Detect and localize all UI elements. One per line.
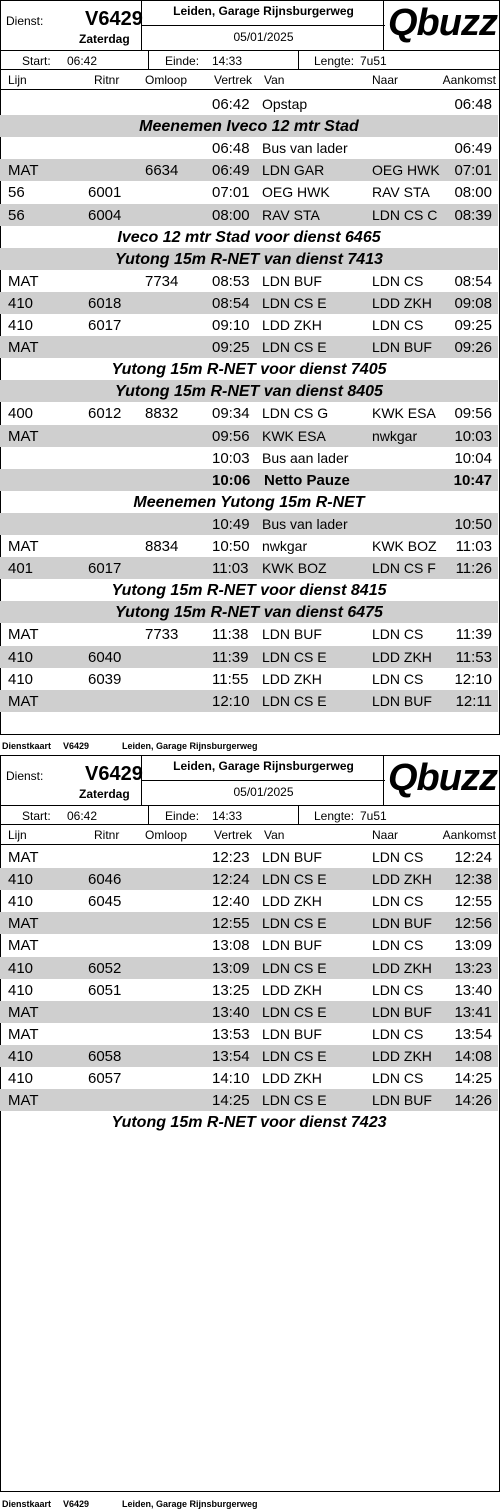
from-cell: LDN CS E <box>262 915 327 932</box>
departure-cell: 14:10 <box>212 1070 250 1087</box>
line-cell: MAT <box>8 692 39 710</box>
from-cell: LDN CS E <box>262 959 327 976</box>
departure-cell: 09:10 <box>212 317 250 334</box>
trip-row <box>0 1045 498 1067</box>
col-lijn: Lijn <box>8 73 27 87</box>
from-cell: RAV STA <box>262 206 320 223</box>
arrival-cell: 13:41 <box>454 1003 492 1021</box>
arrival-cell: 12:55 <box>454 893 492 911</box>
line-cell: 56 <box>8 184 25 202</box>
trip-number-cell: 6017 <box>88 317 122 334</box>
departure-cell: 10:03 <box>212 449 250 467</box>
from-cell: LDN BUF <box>262 849 322 865</box>
column-header <box>0 825 500 845</box>
arrival-cell: 12:24 <box>454 849 492 866</box>
departure-cell: 11:38 <box>212 626 249 644</box>
departure-cell: 10:49 <box>212 515 250 533</box>
block-cell: 7734 <box>145 272 179 290</box>
trip-number-cell: 6046 <box>88 871 122 889</box>
arrival-cell: 11:26 <box>455 560 492 578</box>
trip-row <box>0 912 498 934</box>
departure-cell: 12:23 <box>212 849 250 866</box>
qbuzz-logo: Qbuzz <box>388 2 497 44</box>
col-aankomst: Aankomst <box>442 828 496 842</box>
line-cell: MAT <box>8 915 39 933</box>
footer-location: Leiden, Garage Rijnsburgerweg <box>122 1499 258 1509</box>
arrival-cell: 13:09 <box>454 937 492 955</box>
to-cell: KWK BOZ <box>372 538 437 554</box>
line-cell: 400 <box>8 405 34 423</box>
departure-cell: 07:01 <box>212 184 250 202</box>
arrival-cell: 11:03 <box>455 538 492 555</box>
trip-row <box>0 402 498 424</box>
section-heading: Meenemen Iveco 12 mtr Stad <box>0 115 498 137</box>
card-header <box>0 0 500 50</box>
departure-cell: 13:53 <box>212 1025 250 1043</box>
trip-number-cell: 6018 <box>88 294 122 312</box>
card-header <box>0 755 500 805</box>
dienst-number: V6429 <box>85 8 143 30</box>
to-cell: LDD ZKH <box>372 1047 432 1064</box>
line-cell: MAT <box>8 1092 39 1110</box>
trip-row <box>0 159 498 181</box>
section-heading: Yutong 15m R-NET voor dienst 7405 <box>111 361 387 379</box>
section-heading: Yutong 15m R-NET van dienst 6475 <box>0 601 498 623</box>
block-cell: 8832 <box>145 405 179 423</box>
departure-cell: 13:08 <box>212 937 250 955</box>
trip-number-cell: 6058 <box>88 1047 122 1065</box>
from-cell: LDN BUF <box>262 272 322 289</box>
start-label: Start: <box>22 54 51 68</box>
trip-row <box>0 1001 498 1023</box>
trip-row <box>0 535 498 557</box>
arrival-cell: 07:01 <box>454 162 492 180</box>
departure-cell: 11:39 <box>212 648 249 666</box>
departure-cell: 06:42 <box>212 96 250 113</box>
to-cell: LDN CS <box>372 937 424 954</box>
departure-cell: 09:25 <box>212 339 250 357</box>
arrival-cell: 09:08 <box>454 294 492 312</box>
trip-number-cell: 6004 <box>88 206 122 224</box>
arrival-cell: 14:08 <box>454 1047 492 1065</box>
arrival-cell: 13:40 <box>454 981 492 999</box>
arrival-cell: 08:00 <box>454 184 492 202</box>
line-cell: 410 <box>8 959 34 977</box>
arrival-cell: 12:11 <box>455 692 492 710</box>
length-label: Lengte: <box>314 809 355 823</box>
location-box <box>141 755 384 805</box>
col-lijn: Lijn <box>8 828 27 842</box>
departure-cell: 13:25 <box>212 981 250 999</box>
departure-cell: 12:55 <box>212 915 250 933</box>
trip-number-cell: 6057 <box>88 1070 122 1087</box>
line-cell: MAT <box>8 937 39 955</box>
divider <box>142 25 385 26</box>
footer-location: Leiden, Garage Rijnsburgerweg <box>122 741 258 751</box>
departure-cell: 06:49 <box>212 162 250 180</box>
line-cell: MAT <box>8 272 39 290</box>
arrival-cell: 11:39 <box>455 626 492 644</box>
trip-row <box>0 890 498 912</box>
to-cell: LDN BUF <box>372 339 432 356</box>
trip-number-cell: 6012 <box>88 405 122 423</box>
line-cell: MAT <box>8 162 39 180</box>
trip-row <box>0 270 498 292</box>
arrival-cell: 08:39 <box>454 206 492 224</box>
line-cell: 410 <box>8 648 34 666</box>
departure-cell: 11:03 <box>212 560 249 578</box>
from-cell: LDN CS E <box>262 294 327 311</box>
col-van: Van <box>264 73 285 87</box>
to-cell: OEG HWK <box>372 162 440 179</box>
from-cell: LDN CS E <box>262 1092 327 1109</box>
block-cell: 6634 <box>145 162 179 180</box>
arrival-cell: 09:56 <box>454 405 492 423</box>
from-cell: LDN GAR <box>262 162 325 179</box>
trip-number-cell: 6045 <box>88 893 122 911</box>
from-cell: LDN CS G <box>262 405 329 422</box>
col-aankomst: Aankomst <box>442 73 496 87</box>
to-cell: LDN CS <box>372 981 424 998</box>
line-cell: 410 <box>8 1047 34 1065</box>
trip-row <box>0 668 498 690</box>
to-cell: LDN CS <box>372 272 424 289</box>
to-cell: LDN BUF <box>372 692 432 709</box>
line-cell: MAT <box>8 626 39 644</box>
col-naar: Naar <box>372 73 399 87</box>
section-heading: Meenemen Yutong 15m R-NET <box>133 493 365 511</box>
from-cell: LDN CS E <box>262 339 327 356</box>
start-time: 06:42 <box>67 54 98 68</box>
footer-card-label: Dienstkaart <box>2 1499 52 1509</box>
trip-number-cell: 6052 <box>88 959 122 977</box>
trip-row <box>0 292 498 314</box>
departure-cell: 09:56 <box>212 427 250 445</box>
line-cell: 410 <box>8 294 34 312</box>
length-value: 7u51 <box>360 54 387 68</box>
from-cell: LDN BUF <box>262 1025 322 1042</box>
to-cell: LDN BUF <box>372 1092 432 1109</box>
to-cell: LDN CS <box>372 626 424 643</box>
trip-row <box>0 336 498 358</box>
to-cell: RAV STA <box>372 184 430 201</box>
dienst-number: V6429 <box>85 763 143 785</box>
trip-row <box>0 646 498 668</box>
shift-summary <box>0 805 500 825</box>
section-heading: Yutong 15m R-NET van dienst 8405 <box>0 380 498 402</box>
trip-row <box>0 204 498 226</box>
from-cell: Netto Pauze <box>264 471 350 489</box>
line-cell: 410 <box>8 981 34 999</box>
from-cell: LDN CS E <box>262 692 327 709</box>
trip-number-cell: 6051 <box>88 981 122 999</box>
dienstkaart-page-1 <box>0 0 500 751</box>
trip-row <box>0 623 498 645</box>
location-box <box>141 0 384 50</box>
end-time: 14:33 <box>212 54 243 68</box>
departure-cell: 12:10 <box>212 692 250 710</box>
to-cell: LDN CS <box>372 317 424 333</box>
service-date: 05/01/2025 <box>233 785 294 799</box>
trip-number-cell: 6039 <box>88 670 122 688</box>
to-cell: LDN CS <box>372 849 424 865</box>
trip-number-cell: 6001 <box>88 184 122 202</box>
arrival-cell: 10:04 <box>454 449 492 467</box>
arrival-cell: 13:54 <box>454 1025 492 1043</box>
col-ritnr: Ritnr <box>94 73 120 87</box>
departure-cell: 08:00 <box>212 206 250 224</box>
to-cell: LDN CS <box>372 1025 424 1042</box>
length-label: Lengte: <box>314 54 355 68</box>
arrival-cell: 12:10 <box>454 670 492 688</box>
end-label: Einde: <box>165 54 200 68</box>
line-cell: MAT <box>8 1025 39 1043</box>
line-cell: 410 <box>8 1070 34 1087</box>
end-time: 14:33 <box>212 809 243 823</box>
footer-dienst: V6429 <box>63 741 90 751</box>
section-heading: Iveco 12 mtr Stad voor dienst 6465 <box>117 228 381 246</box>
dienstkaart-page-2 <box>0 755 500 1512</box>
line-cell: 401 <box>8 560 34 578</box>
arrival-cell: 06:48 <box>454 96 492 113</box>
trip-row <box>0 1089 498 1111</box>
to-cell: LDN CS F <box>372 560 436 577</box>
from-cell: Bus aan lader <box>262 449 349 466</box>
section-heading: Yutong 15m R-NET voor dienst 8415 <box>111 582 387 600</box>
from-cell: LDN CS E <box>262 648 327 665</box>
block-cell: 8834 <box>145 538 179 555</box>
col-vertrek: Vertrek <box>214 828 253 842</box>
trip-row <box>0 513 498 535</box>
from-cell: LDD ZKH <box>262 981 322 998</box>
column-header <box>0 70 500 90</box>
day-label: Zaterdag <box>79 32 130 46</box>
departure-cell: 13:54 <box>212 1047 250 1065</box>
departure-cell: 11:55 <box>212 670 249 688</box>
start-time: 06:42 <box>67 809 98 823</box>
to-cell: LDN CS <box>372 670 424 687</box>
trip-row <box>0 868 498 890</box>
block-cell: 7733 <box>145 626 179 644</box>
from-cell: Opstap <box>262 96 308 112</box>
departure-cell: 12:24 <box>212 871 250 889</box>
location-name: Leiden, Garage Rijnsburgerweg <box>173 759 354 773</box>
trip-row <box>0 93 498 115</box>
line-cell: 410 <box>8 893 34 911</box>
col-van: Van <box>264 828 285 842</box>
to-cell: LDD ZKH <box>372 959 432 976</box>
trip-row <box>0 957 498 979</box>
departure-cell: 06:48 <box>212 140 250 158</box>
footer-card-label: Dienstkaart <box>2 741 52 751</box>
col-omloop: Omloop <box>145 828 188 842</box>
arrival-cell: 14:26 <box>454 1092 492 1110</box>
departure-cell: 08:53 <box>212 272 250 290</box>
location-name: Leiden, Garage Rijnsburgerweg <box>173 4 354 18</box>
from-cell: LDD ZKH <box>262 1070 322 1086</box>
pause-row <box>0 469 498 491</box>
trip-row <box>0 979 498 1001</box>
to-cell: nwkgar <box>372 427 418 444</box>
col-omloop: Omloop <box>145 73 188 87</box>
divider <box>148 51 149 69</box>
from-cell: KWK BOZ <box>262 560 327 577</box>
end-label: Einde: <box>165 809 200 823</box>
departure-cell: 10:06 <box>212 471 251 489</box>
line-cell: 410 <box>8 670 34 688</box>
departure-cell: 08:54 <box>212 294 250 312</box>
trip-row <box>0 447 498 469</box>
footer-dienst: V6429 <box>63 1499 90 1509</box>
trip-row <box>0 846 498 868</box>
trip-row <box>0 425 498 447</box>
departure-cell: 13:09 <box>212 959 250 977</box>
col-vertrek: Vertrek <box>214 73 253 87</box>
line-cell: MAT <box>8 339 39 357</box>
trip-row <box>0 557 498 579</box>
trip-row <box>0 137 498 159</box>
arrival-cell: 10:03 <box>454 427 492 445</box>
line-cell: MAT <box>8 1003 39 1021</box>
from-cell: LDN CS E <box>262 1047 327 1064</box>
day-label: Zaterdag <box>79 787 130 801</box>
to-cell: LDD ZKH <box>372 648 432 665</box>
from-cell: Bus van lader <box>262 140 348 157</box>
departure-cell: 14:25 <box>212 1092 250 1110</box>
divider <box>142 780 385 781</box>
line-cell: 410 <box>8 317 34 334</box>
departure-cell: 12:40 <box>212 893 250 911</box>
service-date: 05/01/2025 <box>233 30 294 44</box>
arrival-cell: 12:38 <box>454 871 492 889</box>
arrival-cell: 09:25 <box>454 317 492 334</box>
section-heading: Yutong 15m R-NET voor dienst 7423 <box>111 1114 387 1132</box>
arrival-cell: 11:53 <box>455 648 492 666</box>
trip-row <box>0 690 498 712</box>
from-cell: LDN CS E <box>262 871 327 888</box>
qbuzz-logo: Qbuzz <box>388 757 497 799</box>
shift-summary <box>0 50 500 70</box>
from-cell: LDN BUF <box>262 626 322 643</box>
to-cell: LDN CS C <box>372 206 438 223</box>
from-cell: OEG HWK <box>262 184 330 201</box>
from-cell: nwkgar <box>262 538 308 554</box>
from-cell: LDN BUF <box>262 937 322 954</box>
arrival-cell: 08:54 <box>454 272 492 290</box>
trip-number-cell: 6017 <box>88 560 122 578</box>
divider <box>298 51 299 69</box>
to-cell: LDN BUF <box>372 1003 432 1020</box>
dienst-label: Dienst: <box>6 14 44 28</box>
arrival-cell: 06:49 <box>454 140 492 158</box>
to-cell: KWK ESA <box>372 405 436 422</box>
line-cell: MAT <box>8 427 39 445</box>
from-cell: LDD ZKH <box>262 670 322 687</box>
arrival-cell: 10:50 <box>454 515 492 533</box>
section-heading: Yutong 15m R-NET van dienst 7413 <box>0 248 498 270</box>
from-cell: LDD ZKH <box>262 893 322 910</box>
from-cell: LDD ZKH <box>262 317 322 333</box>
to-cell: LDN BUF <box>372 915 432 932</box>
divider <box>298 806 299 824</box>
from-cell: LDN CS E <box>262 1003 327 1020</box>
trip-row <box>0 314 498 336</box>
line-cell: 410 <box>8 871 34 889</box>
trip-row <box>0 934 498 956</box>
divider <box>148 806 149 824</box>
arrival-cell: 12:56 <box>454 915 492 933</box>
trip-number-cell: 6040 <box>88 648 122 666</box>
col-ritnr: Ritnr <box>94 828 120 842</box>
trip-row <box>0 181 498 203</box>
departure-cell: 13:40 <box>212 1003 250 1021</box>
col-naar: Naar <box>372 828 399 842</box>
line-cell: MAT <box>8 849 39 866</box>
arrival-cell: 13:23 <box>454 959 492 977</box>
from-cell: KWK ESA <box>262 427 326 444</box>
departure-cell: 10:50 <box>212 538 250 555</box>
arrival-cell: 10:47 <box>453 471 492 489</box>
arrival-cell: 09:26 <box>454 339 492 357</box>
to-cell: LDD ZKH <box>372 871 432 888</box>
trip-row <box>0 1067 498 1089</box>
line-cell: MAT <box>8 538 39 555</box>
departure-cell: 09:34 <box>212 405 250 423</box>
dienst-label: Dienst: <box>6 769 44 783</box>
to-cell: LDD ZKH <box>372 294 432 311</box>
from-cell: Bus van lader <box>262 515 348 532</box>
to-cell: LDN CS <box>372 893 424 910</box>
trip-row <box>0 1023 498 1045</box>
to-cell: LDN CS <box>372 1070 424 1086</box>
start-label: Start: <box>22 809 51 823</box>
arrival-cell: 14:25 <box>454 1070 492 1087</box>
length-value: 7u51 <box>360 809 387 823</box>
line-cell: 56 <box>8 206 25 224</box>
